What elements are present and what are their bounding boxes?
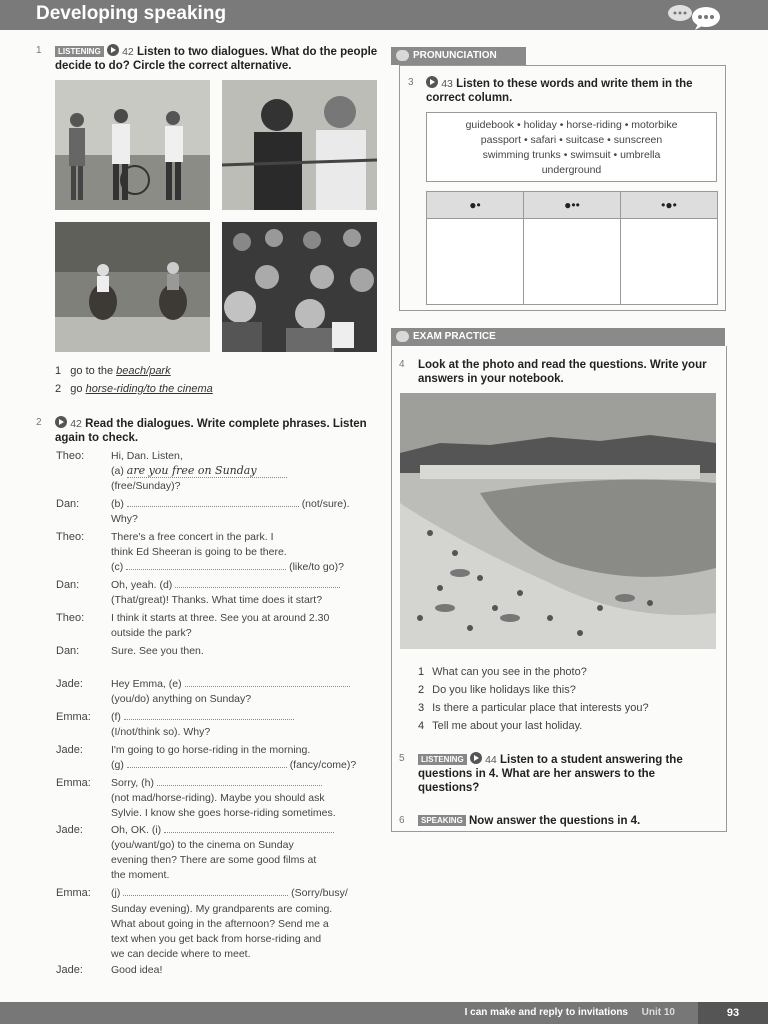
ex1-answer-2 <box>55 383 213 395</box>
photo-cyclists-walking <box>55 80 210 210</box>
ex2-number: 2 <box>36 417 42 428</box>
word-line: passport • safari • suitcase • sunscreen <box>480 134 663 146</box>
track-number: 42 <box>122 46 134 58</box>
dialogue-gap-d <box>111 578 340 593</box>
dialogue-gap-g <box>111 758 356 773</box>
gap-h-field[interactable] <box>157 777 322 786</box>
gap-letter: (b) <box>111 498 124 510</box>
dialogue-line: the moment. <box>111 869 170 881</box>
gap-letter: Hey Emma, (e) <box>111 678 182 690</box>
page-header <box>0 0 768 30</box>
heading-text: EXAM PRACTICE <box>413 331 496 342</box>
dialogue-line: (not mad/horse-riding). Maybe you should ask <box>111 792 325 804</box>
gap-hint: (not/sure). <box>301 498 350 510</box>
heading-text: PRONUNCIATION <box>413 50 497 61</box>
answer-number: 1 <box>55 365 62 377</box>
gap-c-field[interactable] <box>126 561 286 570</box>
gap-letter: (a) <box>111 465 124 477</box>
dialogue-gap-c <box>111 560 344 575</box>
dialogue-gap-e <box>111 677 350 692</box>
ex6-instruction-text: Now answer the questions in 4. <box>469 815 641 827</box>
ex1-number: 1 <box>36 45 42 56</box>
dialogue-line: I'm going to go horse-riding in the morning. <box>111 744 311 756</box>
footer-unit: Unit 10 <box>641 1007 675 1018</box>
dialogue-line: There's a free concert in the park. I <box>111 531 274 543</box>
dialogue-gap-h <box>111 776 322 791</box>
dialogue-line: (free/Sunday)? <box>111 480 181 492</box>
dialogue-line: (That/great)! Thanks. What time does it start? <box>111 594 323 606</box>
question-item <box>418 684 576 696</box>
dialogue-gap-b <box>111 497 350 512</box>
listening-tag: LISTENING <box>418 754 467 765</box>
gap-letter: (j) <box>111 887 121 899</box>
answer-column[interactable] <box>427 219 524 304</box>
gap-letter: (c) <box>111 561 124 573</box>
speaking-tag: SPEAKING <box>418 815 466 826</box>
photo-beach <box>400 393 716 649</box>
question-number: 1 <box>418 666 425 678</box>
gap-hint: (Sorry/busy/ <box>291 887 348 899</box>
audio-play-icon[interactable] <box>470 752 482 764</box>
speaker-label: Jade: <box>56 744 83 756</box>
dialogue-line: (you/want/go) to the cinema on Sunday <box>111 839 294 851</box>
question-number: 2 <box>418 684 425 696</box>
dialogue-gap-i <box>111 823 334 838</box>
track-number: 43 <box>441 78 453 90</box>
dialogue-gap-j <box>111 886 348 901</box>
dialogue-line: we can decide where to meet. <box>111 948 251 960</box>
dialogue-line: Sylvie. I know she goes horse-riding sometimes. <box>111 807 336 819</box>
gap-i-field[interactable] <box>164 824 334 833</box>
question-text: Do you like holidays like this? <box>432 684 576 696</box>
pronunciation-heading <box>391 47 526 65</box>
speaker-label: Jade: <box>56 824 83 836</box>
ex6-instruction <box>418 814 713 828</box>
gap-a-answer[interactable]: are you free on Sunday <box>127 464 287 478</box>
gap-letter: Oh, OK. (i) <box>111 824 162 836</box>
column-header: ●• <box>427 192 524 218</box>
ex4-number: 4 <box>399 359 405 370</box>
dialogue-gap-a <box>111 463 287 479</box>
speaker-label: Jade: <box>56 964 83 976</box>
answer-column[interactable] <box>621 219 717 304</box>
dialogue-line: (I/not/think so). Why? <box>111 726 211 738</box>
question-item <box>418 720 582 732</box>
dialogue-line: outside the park? <box>111 627 192 639</box>
speech-bubble-icon <box>396 331 409 342</box>
footer-objective: I can make and reply to invitations <box>464 1007 628 1018</box>
speaker-label: Jade: <box>56 678 83 690</box>
audio-play-icon[interactable] <box>107 44 119 56</box>
answer-text: go to the <box>70 365 117 377</box>
gap-letter: Oh, yeah. (d) <box>111 579 173 591</box>
word-line: guidebook • holiday • horse-riding • motorbike <box>465 119 678 131</box>
dialogue-line: Hi, Dan. Listen, <box>111 450 183 462</box>
question-number: 3 <box>418 702 425 714</box>
dialogue-line: What about going in the afternoon? Send me a <box>111 918 329 930</box>
question-item <box>418 702 649 714</box>
gap-hint: (fancy/come)? <box>289 759 357 771</box>
dialogue-line: (you/do) anything on Sunday? <box>111 693 252 705</box>
answer-choice[interactable]: beach/park <box>116 365 171 377</box>
listening-tag: LISTENING <box>55 46 104 57</box>
gap-j-field[interactable] <box>123 887 288 896</box>
dialogue-line: evening then? There are some good films at <box>111 854 317 866</box>
speaker-label: Theo: <box>56 531 85 543</box>
ex5-instruction-text: Listen to a student answering the questions in 4. What are her answers to the questions? <box>418 754 683 794</box>
page-number: 93 <box>698 1002 768 1024</box>
dialogue-line: I think it starts at three. See you at around 2.30 <box>111 612 330 624</box>
track-number: 44 <box>485 754 497 766</box>
ex1-instruction <box>55 44 380 73</box>
answer-number: 2 <box>55 383 62 395</box>
column-header: ●•• <box>524 192 621 218</box>
stress-table <box>426 191 718 305</box>
audio-play-icon[interactable] <box>55 416 67 428</box>
dialogue-line: Sunday evening). My grandparents are coming. <box>111 903 333 915</box>
dialogue-line: Sure. See you then. <box>111 645 204 657</box>
ex5-number: 5 <box>399 753 405 764</box>
ex3-instruction <box>426 76 716 105</box>
gap-hint: (like/to go)? <box>289 561 344 573</box>
dialogue-line: Why? <box>111 513 138 525</box>
answer-column[interactable] <box>524 219 621 304</box>
gap-letter: (g) <box>111 759 124 771</box>
speaker-label: Emma: <box>56 887 91 899</box>
exam-practice-heading <box>391 328 725 346</box>
question-text: What can you see in the photo? <box>432 666 587 678</box>
speaker-label: Emma: <box>56 777 91 789</box>
speaker-label: Theo: <box>56 612 85 624</box>
page-footer <box>0 1002 768 1024</box>
dialogue-line: think Ed Sheeran is going to be there. <box>111 546 287 558</box>
ex5-instruction <box>418 752 713 795</box>
photo-horse-riding <box>55 222 210 352</box>
track-number: 42 <box>70 418 82 430</box>
page-title: Developing speaking <box>36 3 227 24</box>
speech-bubbles-icon <box>658 2 728 30</box>
question-number: 4 <box>418 720 425 732</box>
photo-cinema-audience <box>222 222 377 352</box>
speaker-label: Theo: <box>56 450 85 462</box>
answer-choice[interactable]: horse-riding/to the cinema <box>85 383 213 395</box>
ex3-number: 3 <box>408 77 414 88</box>
photo-two-cyclists <box>222 80 377 210</box>
gap-d-field[interactable] <box>175 579 340 588</box>
word-box <box>426 112 717 182</box>
dialogue-line: Good idea! <box>111 964 163 976</box>
gap-f-field[interactable] <box>124 711 294 720</box>
column-header: •●• <box>661 198 677 212</box>
answer-text: go <box>70 383 86 395</box>
question-text: Is there a particular place that interests you? <box>432 702 649 714</box>
question-text: Tell me about your last holiday. <box>432 720 583 732</box>
word-line: underground <box>541 164 602 176</box>
speaker-label: Dan: <box>56 579 80 591</box>
ex4-instruction: Look at the photo and read the questions. Write your answers in your notebook. <box>418 359 707 385</box>
ex1-answer-1 <box>55 365 171 377</box>
ex2-instruction-text: Read the dialogues. Write complete phrases. Listen again to check. <box>55 418 367 444</box>
ex1-instruction-text: Listen to two dialogues. What do the people decide to do? Circle the correct alternative. <box>55 46 378 72</box>
speaker-label: Dan: <box>56 645 80 657</box>
gap-e-field[interactable] <box>185 678 350 687</box>
question-item <box>418 666 587 678</box>
dialogue-gap-f <box>111 710 294 725</box>
speaker-label: Dan: <box>56 498 80 510</box>
gap-letter: Sorry, (h) <box>111 777 154 789</box>
ex6-number: 6 <box>399 815 405 826</box>
gap-letter: (f) <box>111 711 121 723</box>
gap-b-field[interactable] <box>127 498 299 507</box>
dialogue-line: text when you get back from horse-riding and <box>111 933 322 945</box>
ex3-instruction-text: Listen to these words and write them in the correct column. <box>426 78 693 104</box>
ex2-instruction <box>55 416 380 445</box>
audio-play-icon[interactable] <box>426 76 438 88</box>
gap-g-field[interactable] <box>127 759 287 768</box>
word-line: swimming trunks • swimsuit • umbrella <box>482 149 661 161</box>
speech-bubble-icon <box>396 50 409 61</box>
speaker-label: Emma: <box>56 711 91 723</box>
